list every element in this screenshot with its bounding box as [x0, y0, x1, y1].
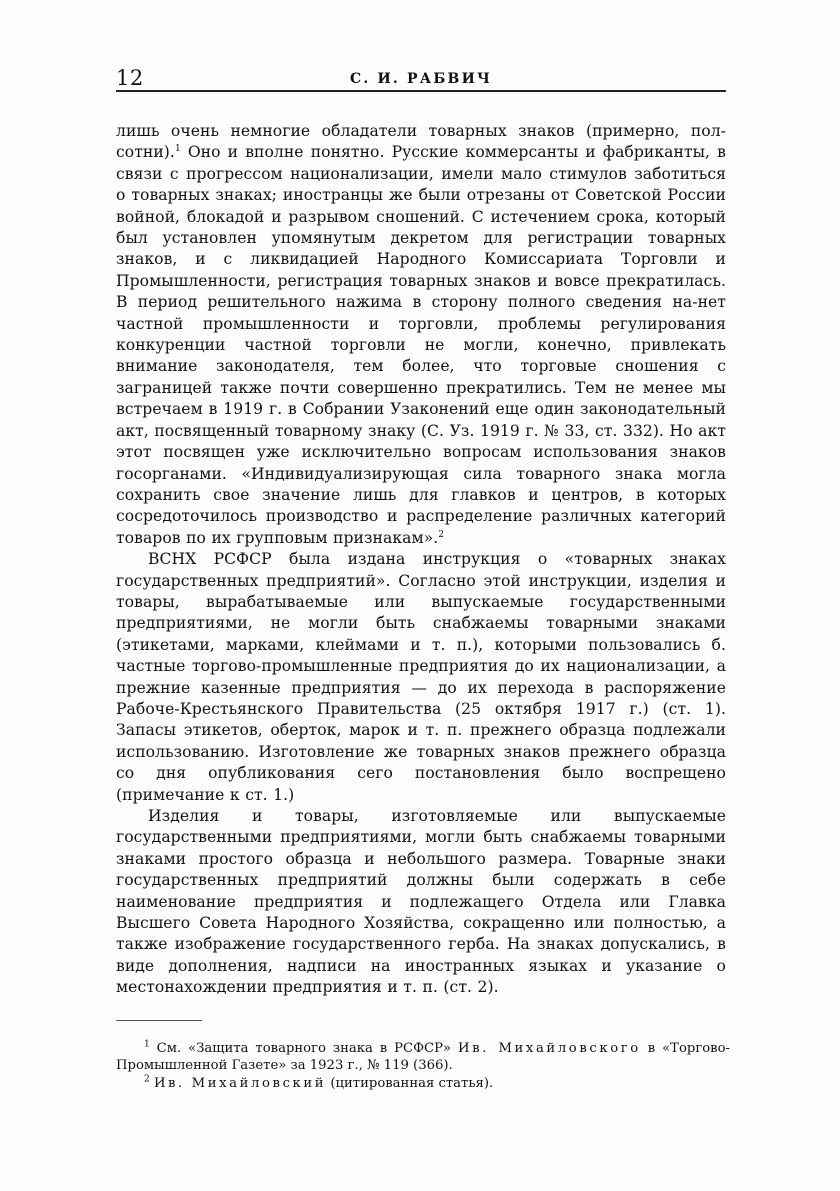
running-title: С. И. РАБВИЧ — [349, 71, 492, 87]
footnote-text: См. «Защита товарного знака в РСФСР» — [156, 1041, 458, 1056]
footnote — [116, 1075, 730, 1092]
page-header — [116, 62, 726, 92]
footnote-ref: 1 — [174, 144, 181, 155]
footnote-mark: 1 — [144, 1039, 150, 1050]
paragraph: ВСНХ РСФСР была издана инструкция о «товарных знаках государственных предприятий». Согласно этой инструкции, изделия и товары, вырабатываемые или выпускаемые государственными предприятиями, не могли быть снабжаемы товарными знаками (этикетами, марками, клеймами и т. п.), которыми пользовались б. частные торгово-промышленные предприятия до их национализации, а прежние казенные предприятия — до их перехода в распоряжение Рабоче-Крестьянского Правительства (25 октября 1917 г.) (ст. 1). Запасы этикетов, оберток, марок и т. п. прежнего образца подлежали использованию. Изготовление же товарных знаков прежнего образца со дня опубликования сего постановления было воспрещено (примечание к ст. 1.) — [116, 550, 726, 804]
footnote-separator — [116, 1020, 202, 1021]
paragraph-continued — [116, 121, 726, 549]
footnote-mark: 2 — [144, 1074, 150, 1085]
footnote — [116, 1040, 730, 1075]
main-text — [116, 121, 726, 999]
page-number: 12 — [116, 66, 144, 90]
footnote-author: Ив. Михайловского — [458, 1041, 641, 1056]
paragraph-text: Оно и вполне понятно. Русские коммерсанты и фабриканты, в связи с прогрессом национализации, имели мало стимулов заботиться о товарных знаках; иностранцы же были отрезаны от Советской России войной, блокадой и разрывом сношений. С истечением срока, который был установлен упомянутым декретом для регистрации товарных знаков, и с ликвидацией Народного Комиссариата Торговли и Промышленности, регистрация товарных знаков и вовсе прекратилась. В период решительного нажима в сторону полного сведения на-нет частной промышленности и торговли, проблемы регулирования конкуренции частной торговли не могли, конечно, привлекать внимание законодателя, тем более, что торговые сношения с заграницей также почти совершенно прекратились. Тем не менее мы встречаем в 1919 г. в Собрании Узаконений еще один законодательный акт, посвященный товарному знаку (С. Уз. 1919 г. № 33, ст. 332). Но акт этот посвящен уже исключительно вопросам использования знаков госорганами. «Индивидуализирующая сила товарного знака могла сохранить свое значение лишь для главков и центров, в которых сосредоточилось производство и распределение различных категорий товаров по их групповым признакам». — [116, 143, 726, 547]
paragraph: Изделия и товары, изготовляемые или выпускаемые государственными предприятиями, могли быть снабжаемы товарными знаками простого образца и небольшого размера. Товарные знаки государственных предприятий должны были содержать в себе наименование предприятия и подлежащего Отдела или Главка Высшего Совета Народного Хозяйства, сокращенно или полностью, а также изображение государственного герба. На знаках допускались, в виде дополнения, надписи на иностранных языках и указание о местонахождении предприятия и т. п. (ст. 2). — [116, 807, 726, 997]
paragraph-text: лишь очень немногие обладатели товарных знаков (примерно, пол-сотни). — [116, 122, 726, 162]
footnotes — [116, 1040, 730, 1092]
footnote-ref: 2 — [438, 529, 445, 540]
footnote-author: Ив. Михайловский — [153, 1075, 327, 1091]
footnote-text: в «Торгово-Промышленной Газете» за 1923 г., № 119 (366). — [116, 1041, 730, 1074]
footnote-text: (цитированная статья). — [326, 1075, 494, 1091]
